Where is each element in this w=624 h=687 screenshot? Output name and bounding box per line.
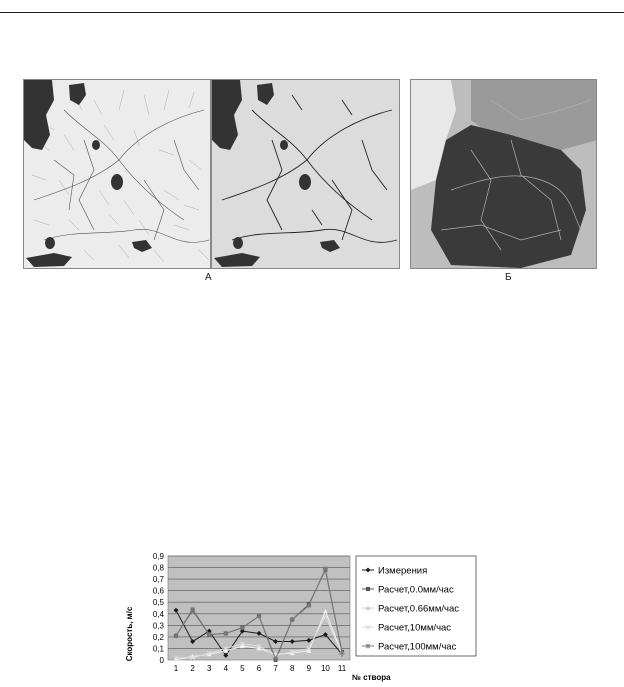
- x-tick-label: 2: [190, 664, 195, 673]
- y-tick-labels: [153, 552, 165, 665]
- data-point: [257, 614, 262, 619]
- x-tick-label: 8: [289, 664, 295, 673]
- data-point: [240, 625, 245, 630]
- data-point: [290, 617, 295, 622]
- y-axis-title: Скорость, м/с: [125, 606, 134, 662]
- y-tick-label: 0: [159, 656, 164, 665]
- legend-label: Расчет,0.66мм/час: [378, 603, 459, 615]
- plot-background: [168, 556, 350, 660]
- map-river-network-main: [211, 79, 400, 269]
- x-tick-label: 1: [173, 664, 179, 673]
- legend-marker: [366, 587, 370, 591]
- y-tick-label: 0,8: [152, 563, 164, 573]
- legend-label: Расчет,100мм/час: [378, 641, 457, 653]
- x-tick-label: 11: [337, 664, 347, 673]
- data-point: [340, 651, 345, 656]
- legend: [356, 556, 476, 656]
- velocity-chart: [120, 550, 480, 682]
- x-tick-label: 6: [256, 664, 262, 673]
- y-tick-label: 0,9: [152, 552, 164, 561]
- legend-label: Расчет,10мм/час: [378, 622, 452, 634]
- header-rule: [0, 12, 624, 13]
- legend-label: Измерения: [378, 565, 428, 577]
- x-tick-label: 3: [206, 664, 212, 673]
- map-river-network-dense: [23, 79, 211, 269]
- data-point: [174, 633, 179, 638]
- x-tick-label: 9: [306, 664, 312, 673]
- data-point: [190, 607, 195, 612]
- figure-label-b: Б: [505, 272, 512, 283]
- map-catchment-basins: [410, 79, 597, 269]
- y-tick-label: 0,6: [152, 586, 164, 596]
- data-point: [323, 566, 328, 571]
- data-point: [273, 656, 278, 661]
- data-point: [207, 632, 212, 637]
- data-point: [306, 603, 311, 608]
- x-axis-title: № створа: [352, 673, 391, 682]
- y-tick-label: 0,7: [152, 575, 164, 585]
- y-tick-label: 0,5: [152, 598, 164, 608]
- x-tick-label: 10: [320, 664, 330, 673]
- x-tick-labels: [174, 664, 347, 673]
- legend-marker: [366, 644, 371, 649]
- x-tick-label: 7: [273, 664, 278, 673]
- plot-area: [168, 556, 350, 660]
- legend-label: Расчет,0.0мм/час: [378, 584, 454, 596]
- x-tick-label: 4: [223, 664, 229, 673]
- x-tick-label: 5: [240, 664, 245, 673]
- data-point: [223, 631, 228, 636]
- y-tick-label: 0,3: [152, 621, 164, 631]
- figure-label-a: А: [205, 272, 212, 283]
- y-tick-label: 0,1: [152, 644, 164, 654]
- y-tick-label: 0,4: [152, 609, 164, 619]
- y-tick-label: 0,2: [152, 632, 164, 642]
